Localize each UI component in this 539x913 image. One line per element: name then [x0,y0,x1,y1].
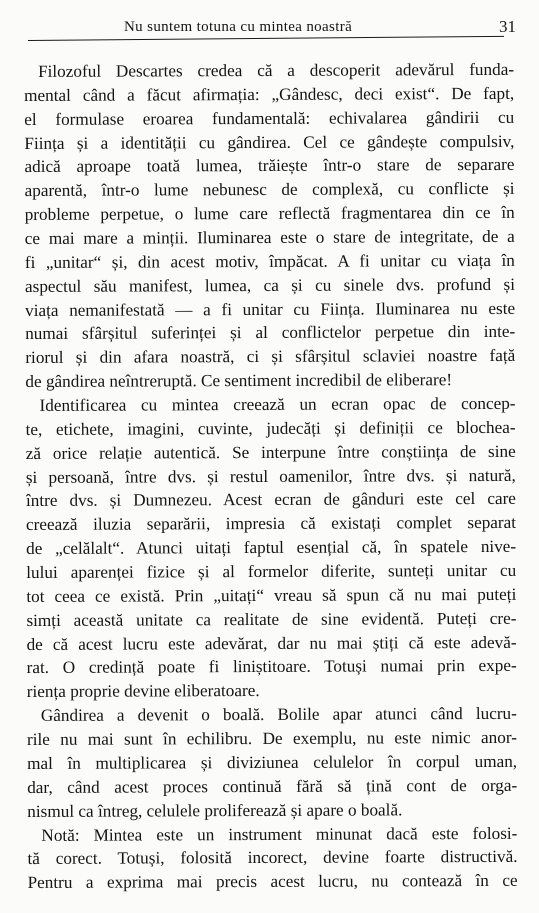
text-line: mal în multiplicarea și diviziunea celulelor în corpul uman, [27,751,518,773]
chapter-title: Nu suntem totuna cu mintea noastră [124,19,353,35]
text-line: Filozoful Descartes credea că a descoperit adevărul funda- [38,59,515,81]
text-line: numai sfârșitul suferinței și al conflictelor perpetue din inte- [25,322,516,344]
text-line: creează iluzia separării, impresia că existați complet separat [25,513,517,535]
body-text [24,58,518,895]
text-line: rile nu mai sunt în echilibru. De exemplu, nu este nimic anor- [26,727,518,750]
text-line: aparentă, într-o lume nebunesc de complexă, cu conflicte și [24,179,515,201]
text-line: fi „unitar“ și, din acest motiv, împăcat. A fi unitar cu viața în [24,250,515,272]
text-line: Ființa și a identității cu gândirea. Cel ce gândește compulsiv, [24,131,515,153]
text-line: de „celălalt“. Atunci uitați faptul esențial că, în spatele nive- [26,537,517,559]
text-line: adică aproape toată lumea, trăiește într-o stare de separare [24,155,515,177]
text-line: între dvs. și Dumnezeu. Acest ecran de gânduri este cel care [25,489,516,511]
text-line: și persoană, între dvs. și restul oamenilor, între dvs. și natură, [25,465,516,487]
text-line: Notă: Mintea este un instrument minunat dacă este folosi- [41,823,518,845]
text-line: dar, când acest proces continuă fără să țină cont de orga- [27,775,518,797]
text-line: aspectul său manifest, lumea, ca și cu sinele dvs. profund și [24,274,516,296]
text-line: riorul și din afara noastră, ci și sfârșitul sclaviei noastre față [25,346,516,368]
header-rule [28,36,504,42]
text-line: Gândirea a devenit o boală. Bolile apar atunci când lucru- [40,704,517,726]
running-header [28,6,518,40]
text-line: te, etichete, imagini, cuvinte, judecăți și definiții ce blochea- [25,417,516,439]
text-line: probleme perpetue, o lume care reflectă fragmentarea din ce în [24,203,515,225]
text-line: ce mai mare a minții. Iluminarea este o stare de integritate, de a [24,226,515,249]
text-line: lului aparenței fizice și al formelor diferite, sunteți unitar cu [26,560,517,583]
text-line: Identificarea cu mintea creează un ecran opac de concep- [39,393,516,415]
text-line: viața nemanifestată — a fi unitar cu Ființa. Iluminarea nu este [25,298,516,320]
text-line: Pentru a exprima mai precis acest lucru, nu contează în ce [27,871,518,893]
text-line: rat. O credință poate fi liniștitoare. Totuși numai prin expe- [26,656,517,678]
page-number: 31 [499,17,516,36]
text-line: de gândirea neîntreruptă. Ce sentiment incredibil de eliberare! [25,370,453,392]
text-line: tă corect. Totuși, folosită incorect, devine foarte distructivă. [27,847,518,869]
text-line: mental când a făcut afirmația: „Gândesc, deci exist“. De fapt, [24,83,515,105]
text-line: el formulase eroarea fundamentală: echivalarea gândirii cu [24,107,515,129]
text-line: nismul ca întreg, celulele proliferează și apare o boală. [27,799,403,821]
text-line: riența proprie devine eliberatoare. [26,681,260,702]
text-line: ză orice relație autentică. Se interpune între conștiința de sine [25,441,516,463]
text-line: tot ceea ce există. Prin „uitați“ vreau să spun că nu mai puteți [26,584,517,606]
text-line: simți această unitate ca realitate de sine evidentă. Puteți cre- [26,608,517,630]
text-line: de că acest lucru este adevărat, dar nu mai știți că este adevă- [26,632,517,654]
